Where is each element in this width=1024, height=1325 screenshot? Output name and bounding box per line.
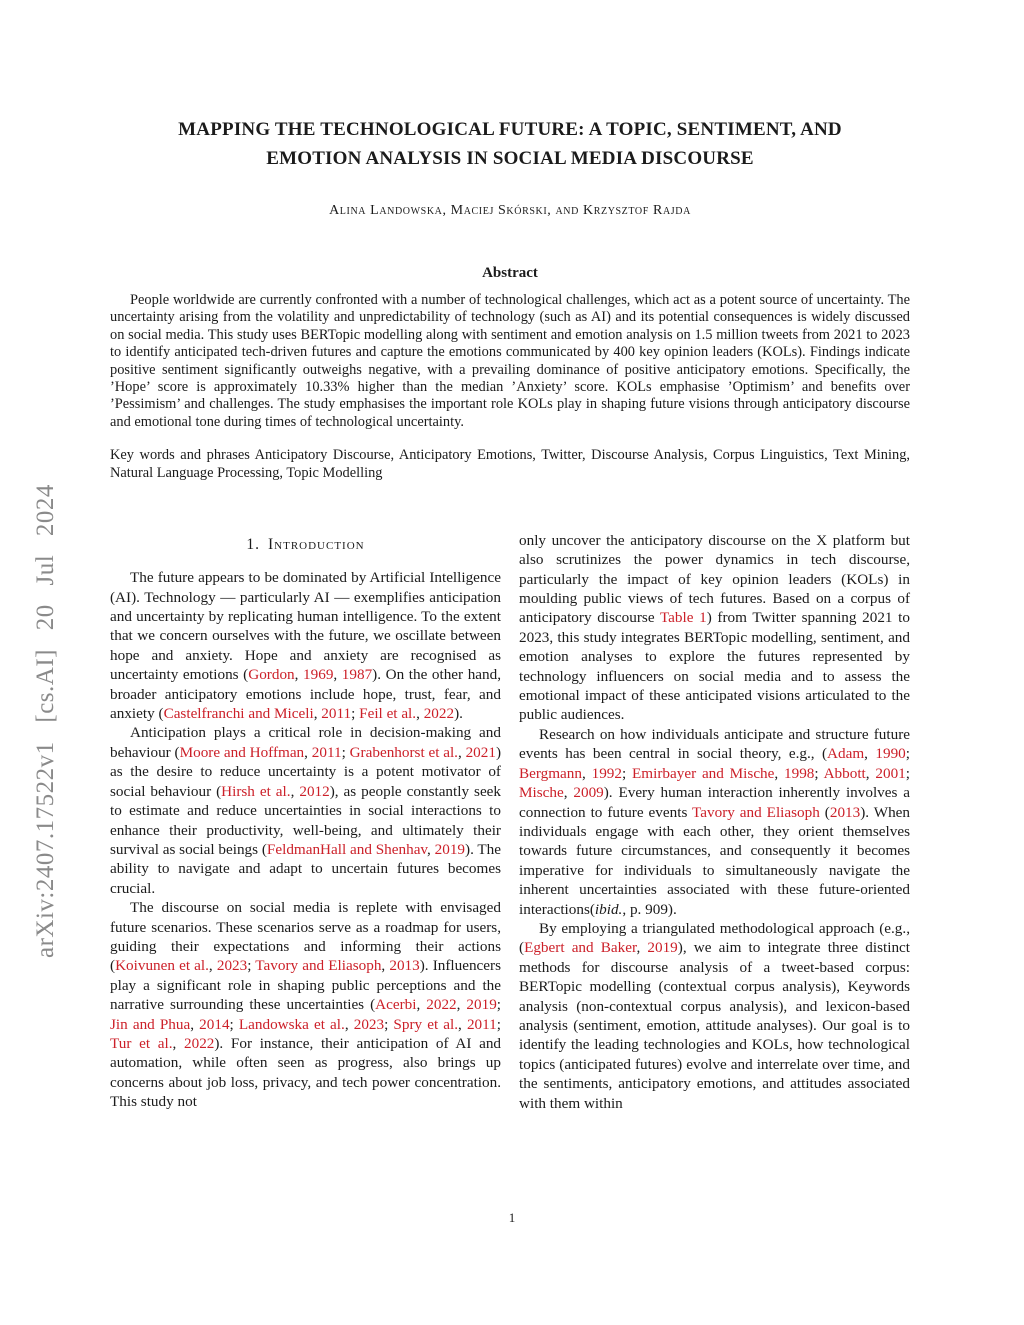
text-run: ,: [344, 1015, 354, 1033]
text-run: ). Influencers play a significant role in shaping public perceptions and the narrative surrounding these uncertainties (: [110, 957, 502, 1014]
citation-link[interactable]: Jin and Phua: [110, 1015, 191, 1033]
text-run: ,: [458, 1015, 467, 1033]
text-run: ,: [208, 957, 217, 975]
text-run: , p. 909).: [622, 900, 677, 918]
citation-link[interactable]: 1990: [875, 745, 906, 763]
text-run: ,: [304, 743, 312, 761]
italic-text: ibid.: [594, 900, 623, 918]
text-run: ). Every human interaction inherently involves a connection to future events: [519, 784, 910, 821]
citation-link[interactable]: 2014: [199, 1015, 230, 1033]
citation-link[interactable]: 1992: [591, 764, 622, 782]
text-run: ,: [381, 957, 390, 975]
citation-link[interactable]: Spry et al.: [393, 1015, 459, 1033]
citation-link[interactable]: 2013: [389, 957, 420, 975]
text-run: By employing a triangulated methodological approach (e.g., (: [519, 919, 910, 957]
text-run: Research on how individuals anticipate and structure future events has been central in social theory, e.g., (: [519, 725, 910, 763]
citation-link[interactable]: Abbott: [823, 764, 866, 782]
citation-link[interactable]: 2019: [434, 840, 466, 858]
abstract-text: People worldwide are currently confronted with a number of technological challenges, which act as a potent source of uncertainty. The uncertainty arising from the volatility and unpredictability of technology (such as AI) and its potential consequences is widely discussed on social media. This study uses BERTopic modelling along with sentiment and emotion analysis on 1.5 million tweets from 2021 to 2023 to identify anticipated tech-driven futures and capture the emotions communicated by 400 key opinion leaders (KOLs). Findings indicate positive sentiment significantly outweighs negative, with a prevailing dominance of positive anticipatory emotions. Specifically, the ’Hope’ score is approximately 10.33% higher than the median ’Anxiety’ score. KOLs emphasise ’Optimism’ and benefits over ’Pessimism’ and challenges. The study emphasises the important role KOLs play in shaping future visions through anticipatory discourse and emotional tone during times of technological uncertainty.: [110, 292, 910, 430]
text-run: ), as people constantly seek to estimate and reduce uncertainties in social interactions to enhance their productivity, well-being, and ultimately their survival as social beings (: [110, 782, 502, 858]
citation-link[interactable]: Emirbayer and Mische: [632, 764, 775, 782]
paragraph: [110, 898, 501, 1111]
paragraph: [110, 568, 501, 723]
text-run: ;: [621, 764, 633, 782]
citation-link[interactable]: 2023: [353, 1015, 385, 1033]
text-run: ;: [814, 764, 824, 782]
text-run: ,: [864, 745, 876, 763]
citation-link[interactable]: 2011: [311, 743, 342, 761]
text-run: ,: [563, 784, 574, 802]
citation-link[interactable]: Acerbi: [375, 996, 417, 1014]
left-column: [110, 531, 501, 1113]
text-run: (: [819, 803, 830, 821]
citation-link[interactable]: Tur et al.: [110, 1034, 173, 1052]
text-run: only uncover the anticipatory discourse on the X platform but also scrutinizes the power dynamics in tech discourse, particularly the impact of key opinion leaders (KOLs) in moulding public views of tech futures. Based on a corpus of anticipatory discourse: [519, 531, 910, 627]
citation-link[interactable]: Grabenhorst et al.: [349, 743, 458, 761]
text-run: ;: [905, 745, 910, 763]
citation-link[interactable]: 2022: [426, 996, 457, 1014]
text-run: ,: [865, 764, 876, 782]
text-run: ;: [496, 996, 502, 1014]
citation-link[interactable]: 2022: [184, 1034, 215, 1052]
text-run: ,: [172, 1034, 184, 1052]
text-run: Anticipation plays a critical role in decision-making and behaviour (: [110, 724, 501, 761]
text-run: ), we aim to integrate three distinct methods for discourse analysis of a tweet-based corpus: BERTopic modelling (contextual corpus analysis), Keywords analysis (non-contextual corpus analysis), and lexicon-based analysis (sentiment, emotion, attitude analyses). Our goal is to identify the leading technologies and KOLs, how technological topics (anticipated futures) evolve and interrelate over time, and the sentiments, anticipatory emotions, and attitudes associated with them within: [519, 939, 910, 1112]
text-run: ;: [351, 705, 360, 723]
paragraph: [519, 919, 910, 1113]
citation-link[interactable]: Gordon: [248, 666, 295, 684]
text-run: ). On the other hand, broader anticipatory emotions include hope, trust, fear, and anxiety (: [110, 666, 502, 723]
citation-link[interactable]: 2011: [321, 705, 352, 723]
text-run: ) as the desire to reduce uncertainty is a potent motivator of social behaviour (: [110, 743, 502, 800]
paragraph: [519, 725, 910, 919]
citation-link[interactable]: Adam: [827, 745, 865, 763]
citation-link[interactable]: 2023: [216, 957, 248, 975]
page-number: 1: [508, 1210, 516, 1225]
text-run: ,: [333, 666, 342, 684]
citation-link[interactable]: Mische: [519, 784, 564, 802]
citation-link[interactable]: 2021: [465, 743, 496, 761]
text-run: ,: [290, 782, 300, 800]
citation-link[interactable]: 2013: [829, 803, 861, 821]
citation-link[interactable]: Hirsh et al.: [221, 782, 291, 800]
citation-link[interactable]: 2001: [875, 764, 906, 782]
citation-link[interactable]: Tavory and Eliasoph: [255, 957, 382, 975]
citation-link[interactable]: FeldmanHall and Shenhav: [266, 840, 428, 858]
text-run: ,: [416, 996, 427, 1014]
citation-link[interactable]: Moore and Hoffman: [179, 743, 305, 761]
citation-link[interactable]: Koivunen et al.: [115, 957, 209, 975]
citation-link[interactable]: 1969: [303, 666, 334, 684]
citation-link[interactable]: 2009: [573, 784, 604, 802]
keywords-line: Key words and phrases Anticipatory Discourse, Anticipatory Emotions, Twitter, Discourse Analysis, Corpus Linguistics, Text Mining, Natural Language Processing, Topic Modelling: [110, 446, 910, 482]
citation-link[interactable]: 2019: [466, 996, 497, 1014]
text-run: The future appears to be dominated by Artificial Intelligence (AI). Technology — particularly AI — exemplifies anticipation and uncertainty by replicating human intelligence. To the extent that we concern ourselves with the future, we oscillate between hope and anxiety. Hope and anxiety are recognised as uncertainty emotions (: [110, 569, 501, 684]
text-run: ,: [313, 705, 322, 723]
citation-link[interactable]: 2019: [647, 939, 678, 957]
text-run: ).: [454, 705, 463, 723]
citation-link[interactable]: 2022: [423, 705, 455, 723]
abstract-heading: Abstract: [482, 265, 538, 281]
citation-link[interactable]: 2012: [299, 782, 330, 800]
citation-link[interactable]: 2011: [466, 1015, 497, 1033]
citation-link[interactable]: 1998: [784, 764, 815, 782]
text-run: ;: [905, 764, 910, 782]
text-run: ,: [190, 1015, 200, 1033]
citation-link[interactable]: Table 1: [659, 609, 707, 627]
text-run: ;: [229, 1015, 239, 1033]
text-run: ) from Twitter spanning 2021 to 2023, this study integrates BERTopic modelling, sentiment, and emotion analyses to explore the futures represented by technology influencers on social media and to assess the emotional impact of these anticipated visions articulated to the public audiences.: [519, 609, 910, 724]
section-heading-introduction: 1. Introduction: [246, 535, 365, 553]
text-run: ,: [582, 764, 592, 782]
text-run: ). When individuals engage with each other, they orient themselves towards future circumstances, and consequently it becomes imperative for individuals to simultaneously navigate the inherent uncertainties associated with these future-oriented interactions(: [519, 803, 911, 918]
arxiv-watermark: arXiv:2407.17522v1 [cs.AI] 20 Jul 2024: [32, 484, 59, 958]
paragraph: [110, 723, 501, 898]
citation-link[interactable]: Feil et al.: [359, 705, 417, 723]
text-run: ,: [427, 840, 435, 858]
citation-link[interactable]: Landowska et al.: [238, 1015, 345, 1033]
citation-link[interactable]: Egbert and Baker: [524, 939, 637, 957]
text-run: ,: [416, 705, 424, 723]
text-run: ,: [774, 764, 784, 782]
page-title: MAPPING THE TECHNOLOGICAL FUTURE: A TOPIC, SENTIMENT, AND EMOTION ANALYSIS IN SOCIAL MEDIA DISCOURSE: [178, 119, 842, 169]
text-run: The discourse on social media is replete with envisaged future scenarios. These scenarios serve as a roadmap for users, guiding their expectations and informing their actions (: [110, 899, 501, 975]
citation-link[interactable]: Bergmann: [519, 764, 582, 782]
authors-line: Alina Landowska, Maciej Skórski, and Krzysztof Rajda: [329, 203, 691, 218]
paragraph: [519, 531, 910, 725]
text-run: ;: [247, 957, 256, 975]
text-run: ;: [341, 743, 350, 761]
citation-link[interactable]: Tavory and Eliasoph: [692, 803, 820, 821]
text-run: ,: [636, 939, 648, 957]
citation-link[interactable]: 1987: [341, 666, 373, 684]
text-run: ,: [294, 666, 304, 684]
paper-page: [110, 0, 910, 1113]
text-run: ,: [457, 743, 466, 761]
text-run: ;: [496, 1015, 501, 1033]
two-column-body: [110, 531, 910, 1113]
text-run: ,: [456, 996, 467, 1014]
citation-link[interactable]: Castelfranchi and Miceli: [163, 705, 314, 723]
right-column: [519, 531, 910, 1113]
text-run: ). The ability to navigate and adapt to uncertain futures becomes crucial.: [110, 840, 502, 897]
text-run: ). For instance, their anticipation of AI and automation, while often seen as progress, also brings up concerns about job loss, privacy, and tech power concentration. This study not: [110, 1034, 502, 1111]
text-run: ;: [384, 1015, 394, 1033]
